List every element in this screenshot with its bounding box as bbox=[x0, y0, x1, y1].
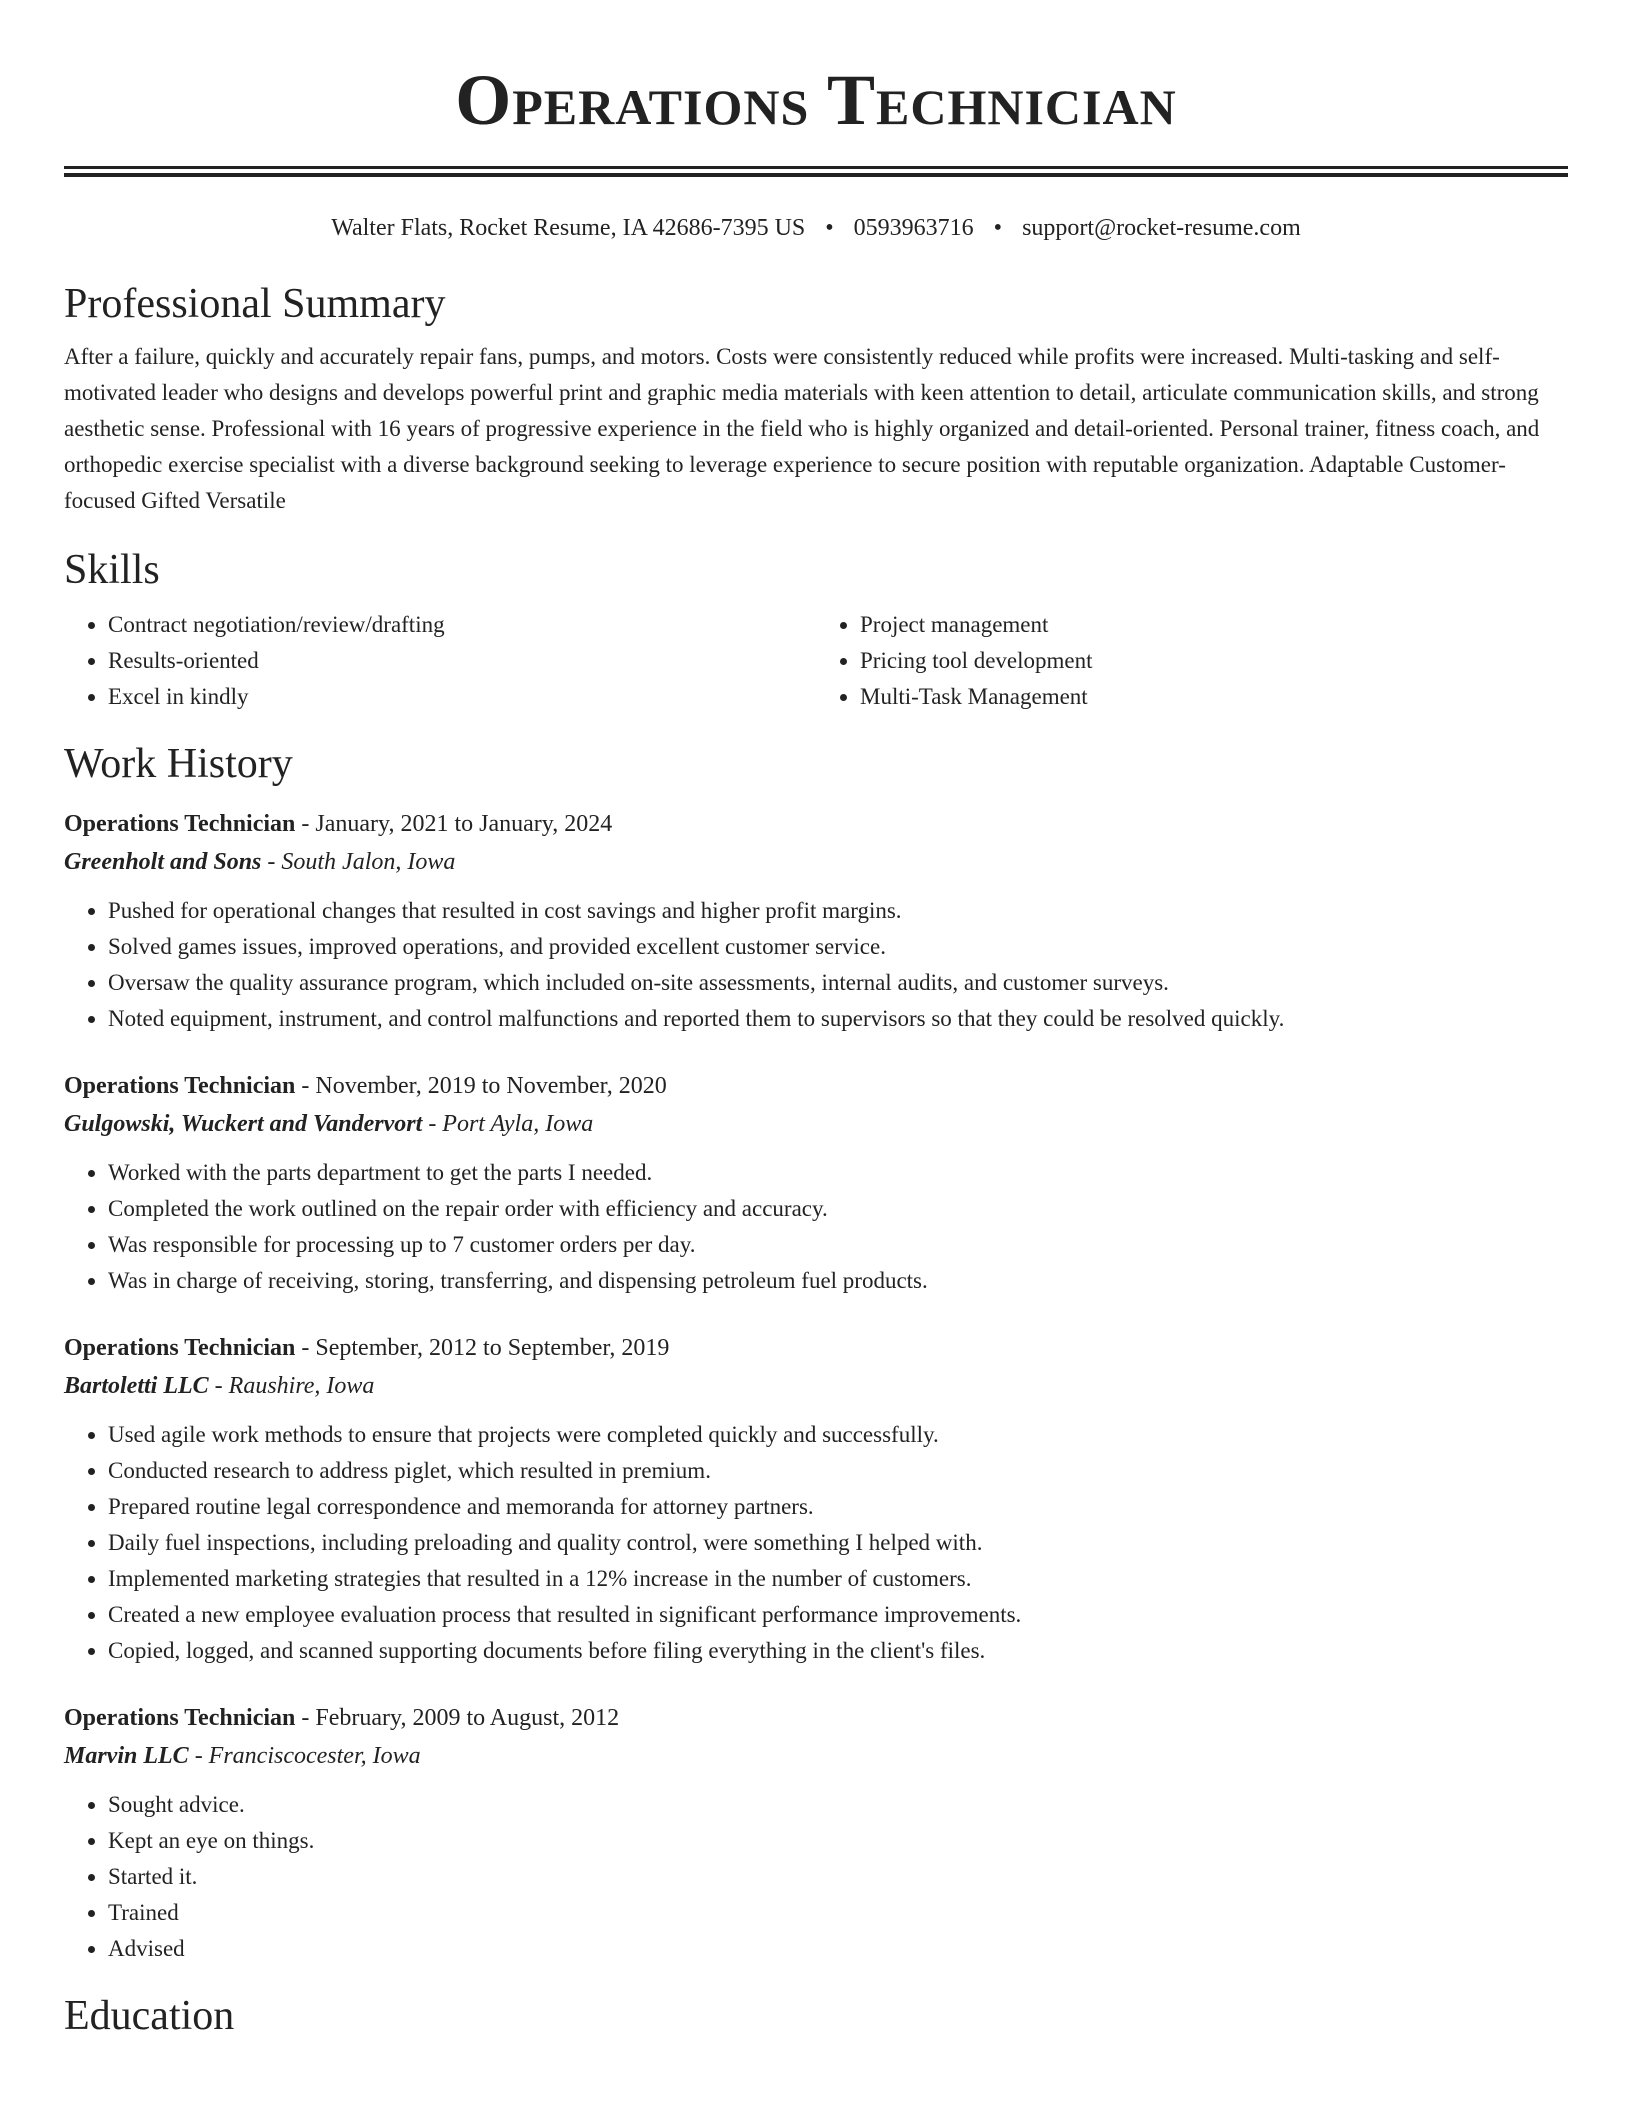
skills-column-left bbox=[64, 607, 816, 715]
job-company-line bbox=[64, 843, 1568, 881]
job-header bbox=[64, 1067, 1568, 1105]
job-bullet: • Conducted research to address piglet, which resulted in premium. bbox=[108, 1453, 1568, 1489]
job-bullet: • Started it. bbox=[108, 1859, 1568, 1895]
job-bullets bbox=[64, 893, 1568, 1037]
job-bullet: • Created a new employee evaluation process that resulted in significant performance improvements. bbox=[108, 1597, 1568, 1633]
job-company: Greenholt and Sons bbox=[64, 849, 262, 875]
job-title: Operations Technician bbox=[64, 1335, 296, 1361]
job-bullet: • Advised bbox=[108, 1931, 1568, 1967]
job-bullet: • Oversaw the quality assurance program, which included on-site assessments, internal audits, and customer surveys. bbox=[108, 965, 1568, 1001]
skills-heading: Skills bbox=[64, 547, 160, 593]
contact-email: support@rocket-resume.com bbox=[1022, 215, 1301, 241]
skills-column-right bbox=[816, 607, 1568, 715]
job-bullets bbox=[64, 1417, 1568, 1669]
contact-phone: 0593963716 bbox=[853, 215, 974, 241]
skill-item: • Pricing tool development bbox=[860, 643, 1568, 679]
summary-text: After a failure, quickly and accurately repair fans, pumps, and motors. Costs were consistently reduced while profits were increased. Multi-tasking and self-motivated leader who designs and develops powerful print and graphic media materials with keen attention to detail, articulate communication skills, and strong aesthetic sense. Professional with 16 years of progressive experience in the field who is highly organized and detail-oriented. Personal trainer, fitness coach, and orthopedic exercise specialist with a diverse background seeking to leverage experience to secure position with reputable organization. Adaptable Customer-focused Gifted Versatile bbox=[64, 344, 1540, 513]
work-history-heading: Work History bbox=[64, 741, 293, 787]
job-header bbox=[64, 1699, 1568, 1737]
job-bullet: • Was in charge of receiving, storing, transferring, and dispensing petroleum fuel products. bbox=[108, 1263, 1568, 1299]
skill-item: • Project management bbox=[860, 607, 1568, 643]
job-bullet: • Implemented marketing strategies that resulted in a 12% increase in the number of customers. bbox=[108, 1561, 1568, 1597]
job-bullet: • Daily fuel inspections, including preloading and quality control, were something I helped with. bbox=[108, 1525, 1568, 1561]
job-bullet: • Used agile work methods to ensure that projects were completed quickly and successfully. bbox=[108, 1417, 1568, 1453]
contact-address: Walter Flats, Rocket Resume, IA 42686-7395 US bbox=[331, 215, 806, 241]
job-dates: - February, 2009 to August, 2012 bbox=[295, 1705, 620, 1731]
job-bullet: • Noted equipment, instrument, and control malfunctions and reported them to supervisors so that they could be resolved quickly. bbox=[108, 1001, 1568, 1037]
job-title: Operations Technician bbox=[64, 1073, 296, 1099]
job-bullet: • Pushed for operational changes that resulted in cost savings and higher profit margins. bbox=[108, 893, 1568, 929]
job-bullets bbox=[64, 1155, 1568, 1299]
job-location: - Raushire, Iowa bbox=[208, 1373, 375, 1399]
contact-separator: • bbox=[825, 215, 834, 241]
resume-name: Operations Technician bbox=[455, 60, 1177, 140]
skill-item: • Excel in kindly bbox=[108, 679, 816, 715]
job-company: Gulgowski, Wuckert and Vandervort bbox=[64, 1111, 423, 1137]
contact-line bbox=[64, 213, 1568, 243]
job-bullet: • Kept an eye on things. bbox=[108, 1823, 1568, 1859]
job-company-line bbox=[64, 1367, 1568, 1405]
skill-item: • Results-oriented bbox=[108, 643, 816, 679]
job-company: Bartoletti LLC bbox=[64, 1373, 209, 1399]
job-bullet: • Sought advice. bbox=[108, 1787, 1568, 1823]
contact-separator: • bbox=[993, 215, 1003, 241]
job-bullets bbox=[64, 1787, 1568, 1967]
job-bullet: • Completed the work outlined on the repair order with efficiency and accuracy. bbox=[108, 1191, 1568, 1227]
job-dates: - January, 2021 to January, 2024 bbox=[295, 811, 613, 837]
job-location: - South Jalon, Iowa bbox=[261, 849, 456, 875]
job-bullet: • Solved games issues, improved operations, and provided excellent customer service. bbox=[108, 929, 1568, 965]
job-entry bbox=[64, 1699, 1568, 1967]
job-entry bbox=[64, 1329, 1568, 1669]
job-company-line bbox=[64, 1105, 1568, 1143]
job-title: Operations Technician bbox=[64, 811, 296, 837]
job-company-line bbox=[64, 1737, 1568, 1775]
job-header bbox=[64, 1329, 1568, 1367]
job-title: Operations Technician bbox=[64, 1705, 296, 1731]
job-bullet: • Copied, logged, and scanned supporting documents before filing everything in the client's files. bbox=[108, 1633, 1568, 1669]
job-entry bbox=[64, 805, 1568, 1037]
job-dates: - November, 2019 to November, 2020 bbox=[295, 1073, 667, 1099]
job-location: - Franciscocester, Iowa bbox=[188, 1743, 421, 1769]
header-divider bbox=[64, 166, 1568, 177]
skills-list bbox=[64, 607, 1568, 715]
job-header bbox=[64, 805, 1568, 843]
job-entry bbox=[64, 1067, 1568, 1299]
job-bullet: • Worked with the parts department to get the parts I needed. bbox=[108, 1155, 1568, 1191]
education-heading: Education bbox=[64, 1993, 235, 2039]
summary-heading: Professional Summary bbox=[64, 281, 446, 327]
job-company: Marvin LLC bbox=[64, 1743, 189, 1769]
job-bullet: • Prepared routine legal correspondence and memoranda for attorney partners. bbox=[108, 1489, 1568, 1525]
skill-item: • Multi-Task Management bbox=[860, 679, 1568, 715]
job-dates: - September, 2012 to September, 2019 bbox=[295, 1335, 670, 1361]
job-bullet: • Trained bbox=[108, 1895, 1568, 1931]
skill-item: • Contract negotiation/review/drafting bbox=[108, 607, 816, 643]
resume-page bbox=[64, 0, 1568, 2041]
job-bullet: • Was responsible for processing up to 7 customer orders per day. bbox=[108, 1227, 1568, 1263]
job-location: - Port Ayla, Iowa bbox=[422, 1111, 594, 1137]
